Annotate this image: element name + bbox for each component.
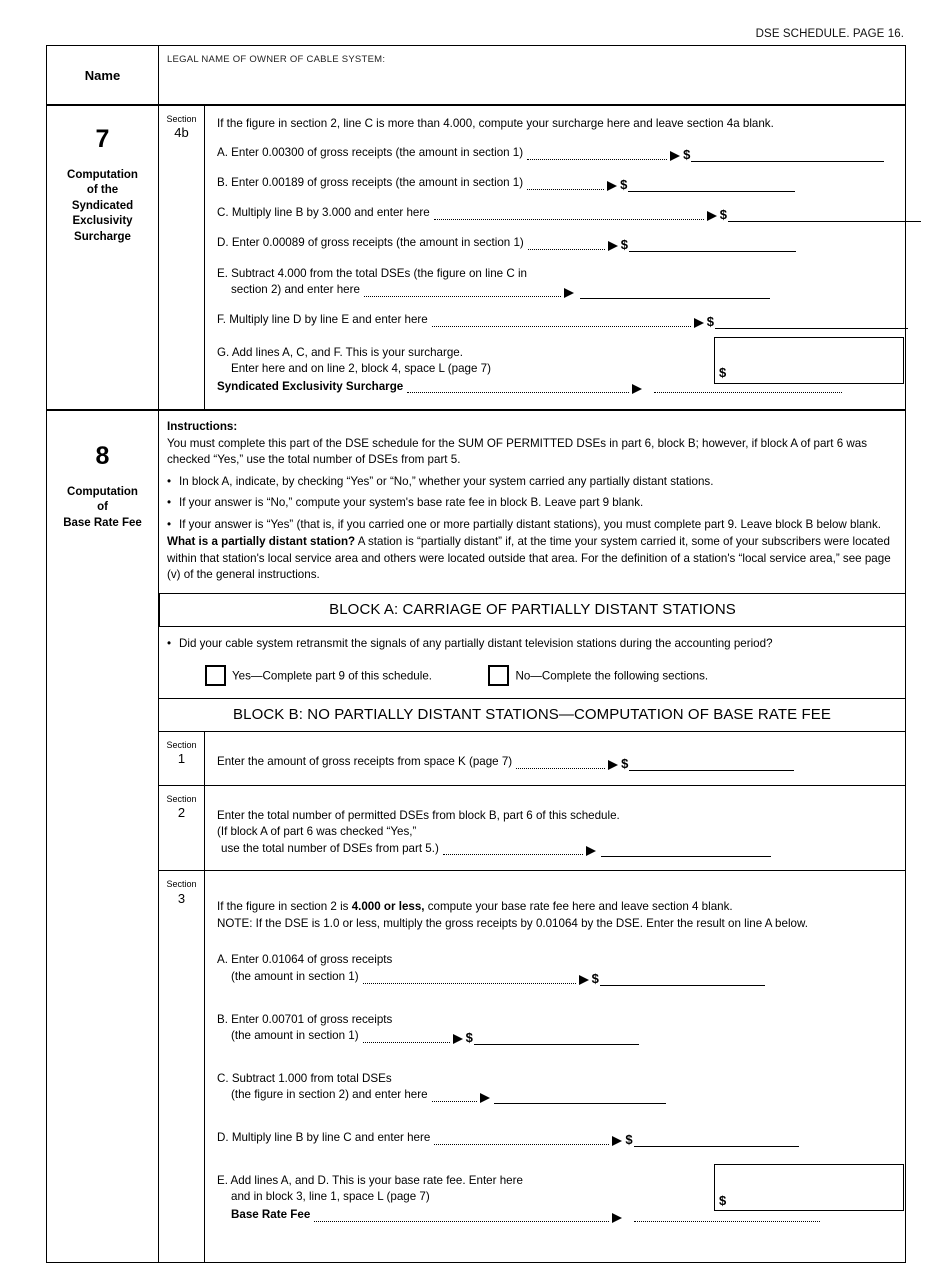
leader-dots	[314, 1214, 609, 1222]
part-7-line-b-input[interactable]	[628, 178, 795, 192]
yes-choice[interactable]	[205, 667, 436, 684]
section-word: Section	[166, 114, 197, 124]
arrow-icon	[612, 1213, 622, 1223]
part-8-title-line-3: Base Rate Fee	[63, 516, 142, 529]
section-3-label	[159, 871, 205, 1261]
part-7-label	[47, 106, 159, 409]
part-7-line-c-input[interactable]	[728, 208, 921, 222]
leader-dots	[434, 212, 704, 220]
part-7-body	[205, 106, 929, 409]
section-3-note: NOTE: If the DSE is 1.0 or less, multiply the gross receipts by 0.01064 by the DSE. Enter the result on line A below.	[217, 916, 808, 930]
section-3-line-c	[217, 1071, 897, 1104]
leader-dots	[363, 1035, 450, 1043]
dollar-sign: $	[683, 147, 691, 163]
part-7-number: 7	[95, 125, 110, 153]
arrow-icon	[670, 151, 680, 161]
leader-dots	[527, 152, 667, 160]
part-7-line-c-label: C. Multiply line B by 3.000 and enter here	[217, 206, 430, 220]
dollar-sign: $	[621, 755, 629, 771]
section-1-input[interactable]	[629, 757, 794, 771]
block-a-body	[159, 626, 905, 697]
section-3-line-b-input[interactable]	[474, 1031, 639, 1045]
section-3-line-e	[217, 1173, 897, 1224]
arrow-icon	[707, 211, 717, 221]
section-1-text: Enter the amount of gross receipts from space K (page 7)	[217, 754, 513, 768]
dollar-sign: $	[625, 1131, 633, 1147]
leader-dots-inbox	[634, 1214, 820, 1222]
leader-dots	[527, 182, 604, 190]
no-checkbox[interactable]	[488, 665, 509, 686]
section-word: Section	[166, 879, 197, 890]
part-7-line-d	[217, 235, 921, 252]
dollar-sign: $	[719, 206, 727, 222]
section-3-line-d-input[interactable]	[634, 1133, 799, 1147]
section-3-line-c-label-2: (the figure in section 2) and enter here	[231, 1088, 428, 1102]
arrow-icon	[612, 1136, 622, 1146]
section-3-line-d	[217, 1130, 897, 1147]
arrow-icon	[579, 975, 589, 985]
section-2-line-2: (If block A of part 6 was checked “Yes,”	[217, 825, 417, 839]
section-number: 3	[177, 890, 186, 906]
section-3-intro-pre: If the figure in section 2 is	[217, 900, 352, 914]
part-7-line-b-label: B. Enter 0.00189 of gross receipts (the amount in section 1)	[217, 176, 524, 190]
arrow-icon	[694, 318, 704, 328]
section-1-body	[205, 732, 905, 785]
part-7-title-line-1: Computation	[67, 168, 138, 181]
part-7-line-e	[217, 266, 921, 299]
no-label: No—Complete the following sections.	[515, 668, 709, 682]
instructions-bullet-text: If your answer is “No,” compute your system's base rate fee in block B. Leave part 9 blank.	[179, 496, 644, 510]
section-3-intro	[217, 899, 897, 915]
part-7	[47, 104, 905, 409]
definition-heading: What is a partially distant station?	[167, 535, 356, 549]
bullet-icon: •	[167, 637, 172, 651]
section-word: Section	[166, 793, 197, 804]
section-3-intro-bold: 4.000 or less,	[351, 900, 425, 914]
part-7-line-g	[217, 345, 921, 396]
arrow-icon	[564, 288, 574, 298]
dollar-sign: $	[706, 313, 714, 329]
block-b-section-1	[159, 731, 905, 785]
leader-dots	[516, 761, 605, 769]
part-7-line-e-input[interactable]	[580, 285, 770, 299]
block-a-heading: BLOCK A: CARRIAGE OF PARTIALLY DISTANT STATIONS	[159, 593, 905, 626]
section-3-line-a-input[interactable]	[600, 972, 765, 986]
dollar-sign: $	[719, 1192, 727, 1208]
section-3-line-b-label-2: (the amount in section 1)	[231, 1029, 359, 1043]
dollar-sign: $	[620, 177, 628, 193]
section-number: 2	[177, 804, 186, 820]
section-3-line-e-label-3: Base Rate Fee	[231, 1207, 311, 1221]
section-word: Section	[166, 739, 197, 750]
section-1-label	[159, 732, 205, 785]
part-7-title-line-5: Surcharge	[74, 230, 131, 243]
section-3-line-c-input[interactable]	[494, 1090, 666, 1104]
part-8-instructions	[159, 411, 905, 593]
section-2-body	[205, 786, 905, 871]
dollar-sign: $	[719, 364, 727, 380]
leader-dots	[443, 847, 583, 855]
legal-name-field-caption[interactable]: LEGAL NAME OF OWNER OF CABLE SYSTEM:	[167, 54, 386, 65]
arrow-icon	[608, 760, 618, 770]
part-7-title-line-2: of the	[86, 184, 119, 197]
instructions-bullet-text: In block A, indicate, by checking “Yes” or “No,” whether your system carried any partially distant stations.	[179, 474, 714, 488]
leader-dots	[434, 1137, 609, 1145]
part-8	[47, 409, 905, 1261]
leader-dots	[432, 1094, 477, 1102]
section-3-intro-post: compute your base rate fee here and leave section 4 blank.	[424, 900, 733, 914]
leader-dots-inbox	[654, 385, 842, 393]
bullet-icon: •	[167, 517, 172, 531]
arrow-icon	[632, 384, 642, 394]
instructions-bullet	[167, 474, 897, 490]
no-choice[interactable]	[488, 667, 708, 684]
instructions-bullet-text: If your answer is “Yes” (that is, if you carried one or more partially distant stations), you must complete part 9. Leave block B below blank.	[179, 517, 881, 531]
block-a-choices	[167, 665, 897, 686]
section-number: 1	[177, 751, 186, 767]
part-7-intro: If the figure in section 2, line C is more than 4.000, compute your surcharge here and leave section 4a blank.	[217, 117, 774, 130]
section-3-line-b-label-1: B. Enter 0.00701 of gross receipts	[217, 1012, 393, 1026]
part-7-line-f	[217, 312, 921, 329]
part-7-title	[51, 168, 154, 246]
bullet-icon: •	[167, 496, 172, 510]
section-3-line-e-label-1: E. Add lines A, and D. This is your base rate fee. Enter here	[217, 1173, 523, 1187]
arrow-icon	[480, 1093, 490, 1103]
part-7-line-e-label-1: E. Subtract 4.000 from the total DSEs (the figure on line C in	[217, 266, 527, 280]
part-8-title-line-1: Computation	[67, 485, 138, 498]
block-b-section-3	[159, 870, 905, 1261]
leader-dots	[364, 289, 561, 297]
name-row	[47, 46, 905, 104]
leader-dots	[407, 385, 629, 393]
section-3-line-a-label-1: A. Enter 0.01064 of gross receipts	[217, 953, 393, 967]
part-7-line-a-input[interactable]	[691, 148, 884, 162]
part-7-line-g-label-2: Enter here and on line 2, block 4, space L (page 7)	[231, 362, 491, 376]
section-3-line-e-label-2: and in block 3, line 1, space L (page 7)	[231, 1190, 430, 1204]
part-8-title-line-2: of	[97, 501, 108, 514]
part-7-title-line-3: Syndicated	[71, 199, 134, 212]
part-7-line-g-label-3: Syndicated Exclusivity Surcharge	[217, 379, 404, 393]
part-7-line-d-label: D. Enter 0.00089 of gross receipts (the amount in section 1)	[217, 235, 524, 249]
dollar-sign: $	[465, 1029, 473, 1045]
arrow-icon	[607, 181, 617, 191]
section-2-line-1: Enter the total number of permitted DSEs from block B, part 6 of this schedule.	[217, 808, 620, 822]
part-8-label	[47, 411, 159, 1261]
part-8-number: 8	[95, 442, 110, 471]
section-number: 4b	[174, 125, 189, 141]
part-7-title-line-4: Exclusivity	[72, 215, 133, 228]
name-label: Name	[47, 46, 159, 104]
bullet-icon: •	[167, 474, 172, 488]
block-b-heading: BLOCK B: NO PARTIALLY DISTANT STATIONS—COMPUTATION OF BASE RATE FEE	[159, 698, 905, 731]
part-7-section-label	[159, 106, 205, 409]
arrow-icon	[608, 241, 618, 251]
dollar-sign: $	[591, 970, 599, 986]
part-7-line-b	[217, 175, 921, 192]
section-3-line-c-label-1: C. Subtract 1.000 from total DSEs	[217, 1071, 392, 1085]
part-8-body	[159, 411, 905, 1261]
section-3-line-a-label-2: (the amount in section 1)	[231, 969, 359, 983]
part-7-line-e-label-2: section 2) and enter here	[231, 283, 360, 297]
dollar-sign: $	[620, 236, 628, 252]
definition-text: A station is “partially distant” if, at the time your system carried it, some of your subscribers were located within that station's local service area and others were located outside that area. For the definition of a station's “local service area,” see page (v) of the general instructions.	[167, 535, 891, 582]
block-a-question-row	[167, 636, 897, 652]
part-7-line-d-input[interactable]	[629, 238, 796, 252]
instructions-paragraph-1: You must complete this part of the DSE schedule for the SUM OF PERMITTED DSEs in part 6, block B; however, if block A of part 6 was checked “Yes,” use the total number of DSEs from part 5.	[167, 436, 868, 467]
leader-dots	[432, 319, 691, 327]
instructions-bullet	[167, 517, 897, 533]
part-8-title	[51, 485, 154, 532]
instructions-bullet	[167, 495, 897, 511]
section-2-input[interactable]	[601, 843, 771, 857]
arrow-icon	[586, 846, 596, 856]
partially-distant-definition	[167, 534, 897, 583]
leader-dots	[363, 976, 576, 984]
section-3-line-b	[217, 1012, 897, 1045]
part-7-line-a	[217, 145, 921, 162]
yes-label: Yes—Complete part 9 of this schedule.	[232, 668, 432, 682]
part-7-line-f-label: F. Multiply line D by line E and enter here	[217, 312, 428, 326]
leader-dots	[528, 242, 605, 250]
section-3-body	[205, 871, 905, 1261]
section-2-line-3: use the total number of DSEs from part 5.)	[221, 841, 439, 855]
instructions-heading: Instructions:	[167, 420, 238, 434]
section-2-label	[159, 786, 205, 871]
block-b-section-2	[159, 785, 905, 871]
section-3-line-d-label: D. Multiply line B by line C and enter here	[217, 1131, 431, 1145]
base-rate-fee-box[interactable]	[714, 1164, 904, 1211]
section-3-line-a	[217, 952, 897, 985]
part-7-line-g-label-1: G. Add lines A, C, and F. This is your surcharge.	[217, 345, 463, 359]
page-header: DSE SCHEDULE. PAGE 16.	[755, 28, 904, 40]
yes-checkbox[interactable]	[205, 665, 226, 686]
arrow-icon	[453, 1034, 463, 1044]
dse-schedule-form	[46, 45, 906, 1263]
part-7-line-a-label: A. Enter 0.00300 of gross receipts (the amount in section 1)	[217, 146, 524, 160]
block-a-question: Did your cable system retransmit the signals of any partially distant television stations during the accounting period?	[179, 637, 773, 651]
part-7-line-f-input[interactable]	[715, 315, 908, 329]
part-7-line-c	[217, 205, 921, 222]
syndicated-exclusivity-surcharge-box[interactable]	[714, 337, 904, 384]
